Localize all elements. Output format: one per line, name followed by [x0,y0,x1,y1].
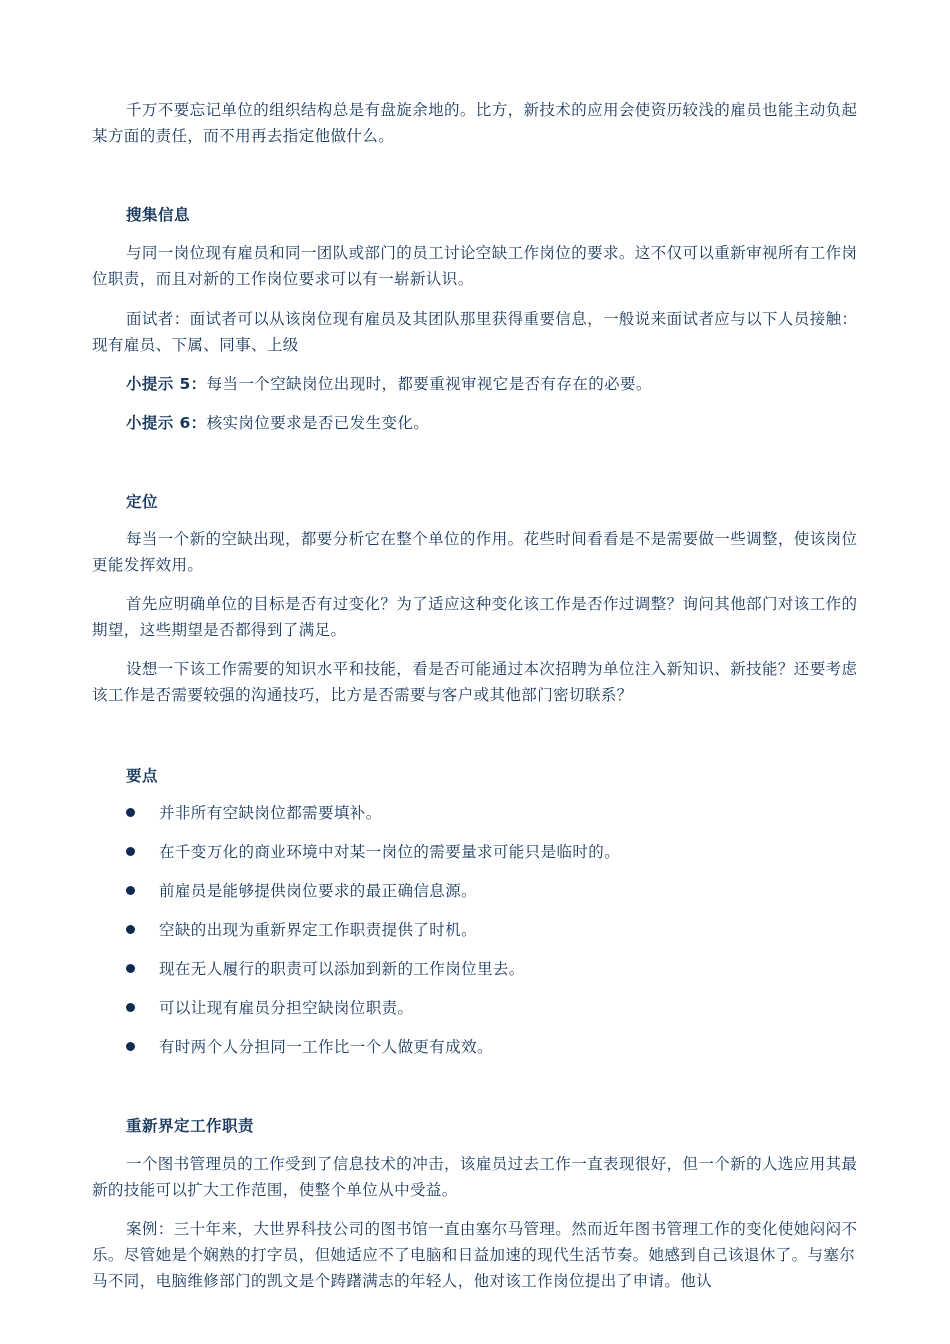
gather-paragraph-2: 面试者：面试者可以从该岗位现有雇员及其团队那里获得重要信息，一般说来面试者应与以下人员接触：现有雇员、下属、同事、上级 [92,310,858,354]
position-paragraph-3: 设想一下该工作需要的知识水平和技能，看是否可能通过本次招聘为单位注入新知识、新技能？还要考虑该工作是否需要较强的沟通技巧，比方是否需要与客户或其他部门密切联系？ [92,660,858,704]
position-paragraph-2-block [92,591,860,643]
gather-paragraph-1: 与同一岗位现有雇员和同一团队或部门的员工讨论空缺工作岗位的要求。这不仅可以重新审视所有工作岗位职责，而且对新的工作岗位要求可以有一崭新认识。 [92,244,858,288]
tip-6-text: 核实岗位要求是否已发生变化。 [206,414,430,432]
key-point-text: 有时两个人分担同一工作比一个人做更有成效。 [159,1038,493,1056]
heading-gather-info: 搜集信息 [126,206,191,224]
intro-paragraph: 千万不要忘记单位的组织结构总是有盘旋余地的。比方，新技术的应用会使资历较浅的雇员也能主动负起某方面的责任，而不用再去指定他做什么。 [92,101,858,145]
redefine-paragraph-2: 案例：三十年来，大世界科技公司的图书馆一直由塞尔马管理。然而近年图书管理工作的变化使她闷闷不乐。尽管她是个娴熟的打字员，但她适应不了电脑和日益加速的现代生活节奏。她感到自己该退休了。与塞尔马不同，电脑维修部门的凯文是个踌躇满志的年轻人，他对该工作岗位提出了申请。他认 [92,1220,858,1290]
bullet-icon [126,925,135,934]
position-paragraph-3-block [92,656,860,708]
redefine-paragraph-2-block [92,1216,860,1294]
key-point-text: 前雇员是能够提供岗位要求的最正确信息源。 [159,882,478,900]
position-paragraph-1-block [92,526,860,578]
bullet-icon [126,886,135,895]
bullet-icon [126,964,135,973]
bullet-icon [126,847,135,856]
gather-paragraph-2-block [92,306,860,358]
tip-6-label: 小提示 6： [126,414,207,432]
key-point-text: 并非所有空缺岗位都需要填补。 [159,804,382,822]
redefine-paragraph-1: 一个图书管理员的工作受到了信息技术的冲击，该雇员过去工作一直表现很好，但一个新的人选应用其最新的技能可以扩大工作范围，使整个单位从中受益。 [92,1155,858,1199]
bullet-icon [126,808,135,817]
heading-position: 定位 [126,493,159,511]
key-point-text: 可以让现有雇员分担空缺岗位职责。 [159,999,414,1017]
redefine-paragraph-1-block [92,1151,860,1203]
tip-5 [126,372,652,394]
bullet-icon [126,1003,135,1012]
key-point-text: 现在无人履行的职责可以添加到新的工作岗位里去。 [159,960,525,978]
position-paragraph-2: 首先应明确单位的目标是否有过变化？为了适应这种变化该工作是否作过调整？询问其他部门对该工作的期望，这些期望是否都得到了满足。 [92,595,858,639]
key-point-text: 空缺的出现为重新界定工作职责提供了时机。 [159,921,478,939]
tip-6 [126,411,429,433]
bullet-icon [126,1042,135,1051]
tip-5-text: 每当一个空缺岗位出现时，都要重视审视它是否有存在的必要。 [206,375,652,393]
heading-redefine-duties: 重新界定工作职责 [126,1117,255,1135]
tip-5-label: 小提示 5： [126,375,207,393]
heading-key-points: 要点 [126,767,159,785]
intro-section [92,97,860,149]
position-paragraph-1: 每当一个新的空缺出现，都要分析它在整个单位的作用。花些时间看看是不是需要做一些调整，使该岗位更能发挥效用。 [92,530,858,574]
key-point-text: 在千变万化的商业环境中对某一岗位的需要量求可能只是临时的。 [159,843,621,861]
gather-paragraph-1-block [92,240,860,292]
